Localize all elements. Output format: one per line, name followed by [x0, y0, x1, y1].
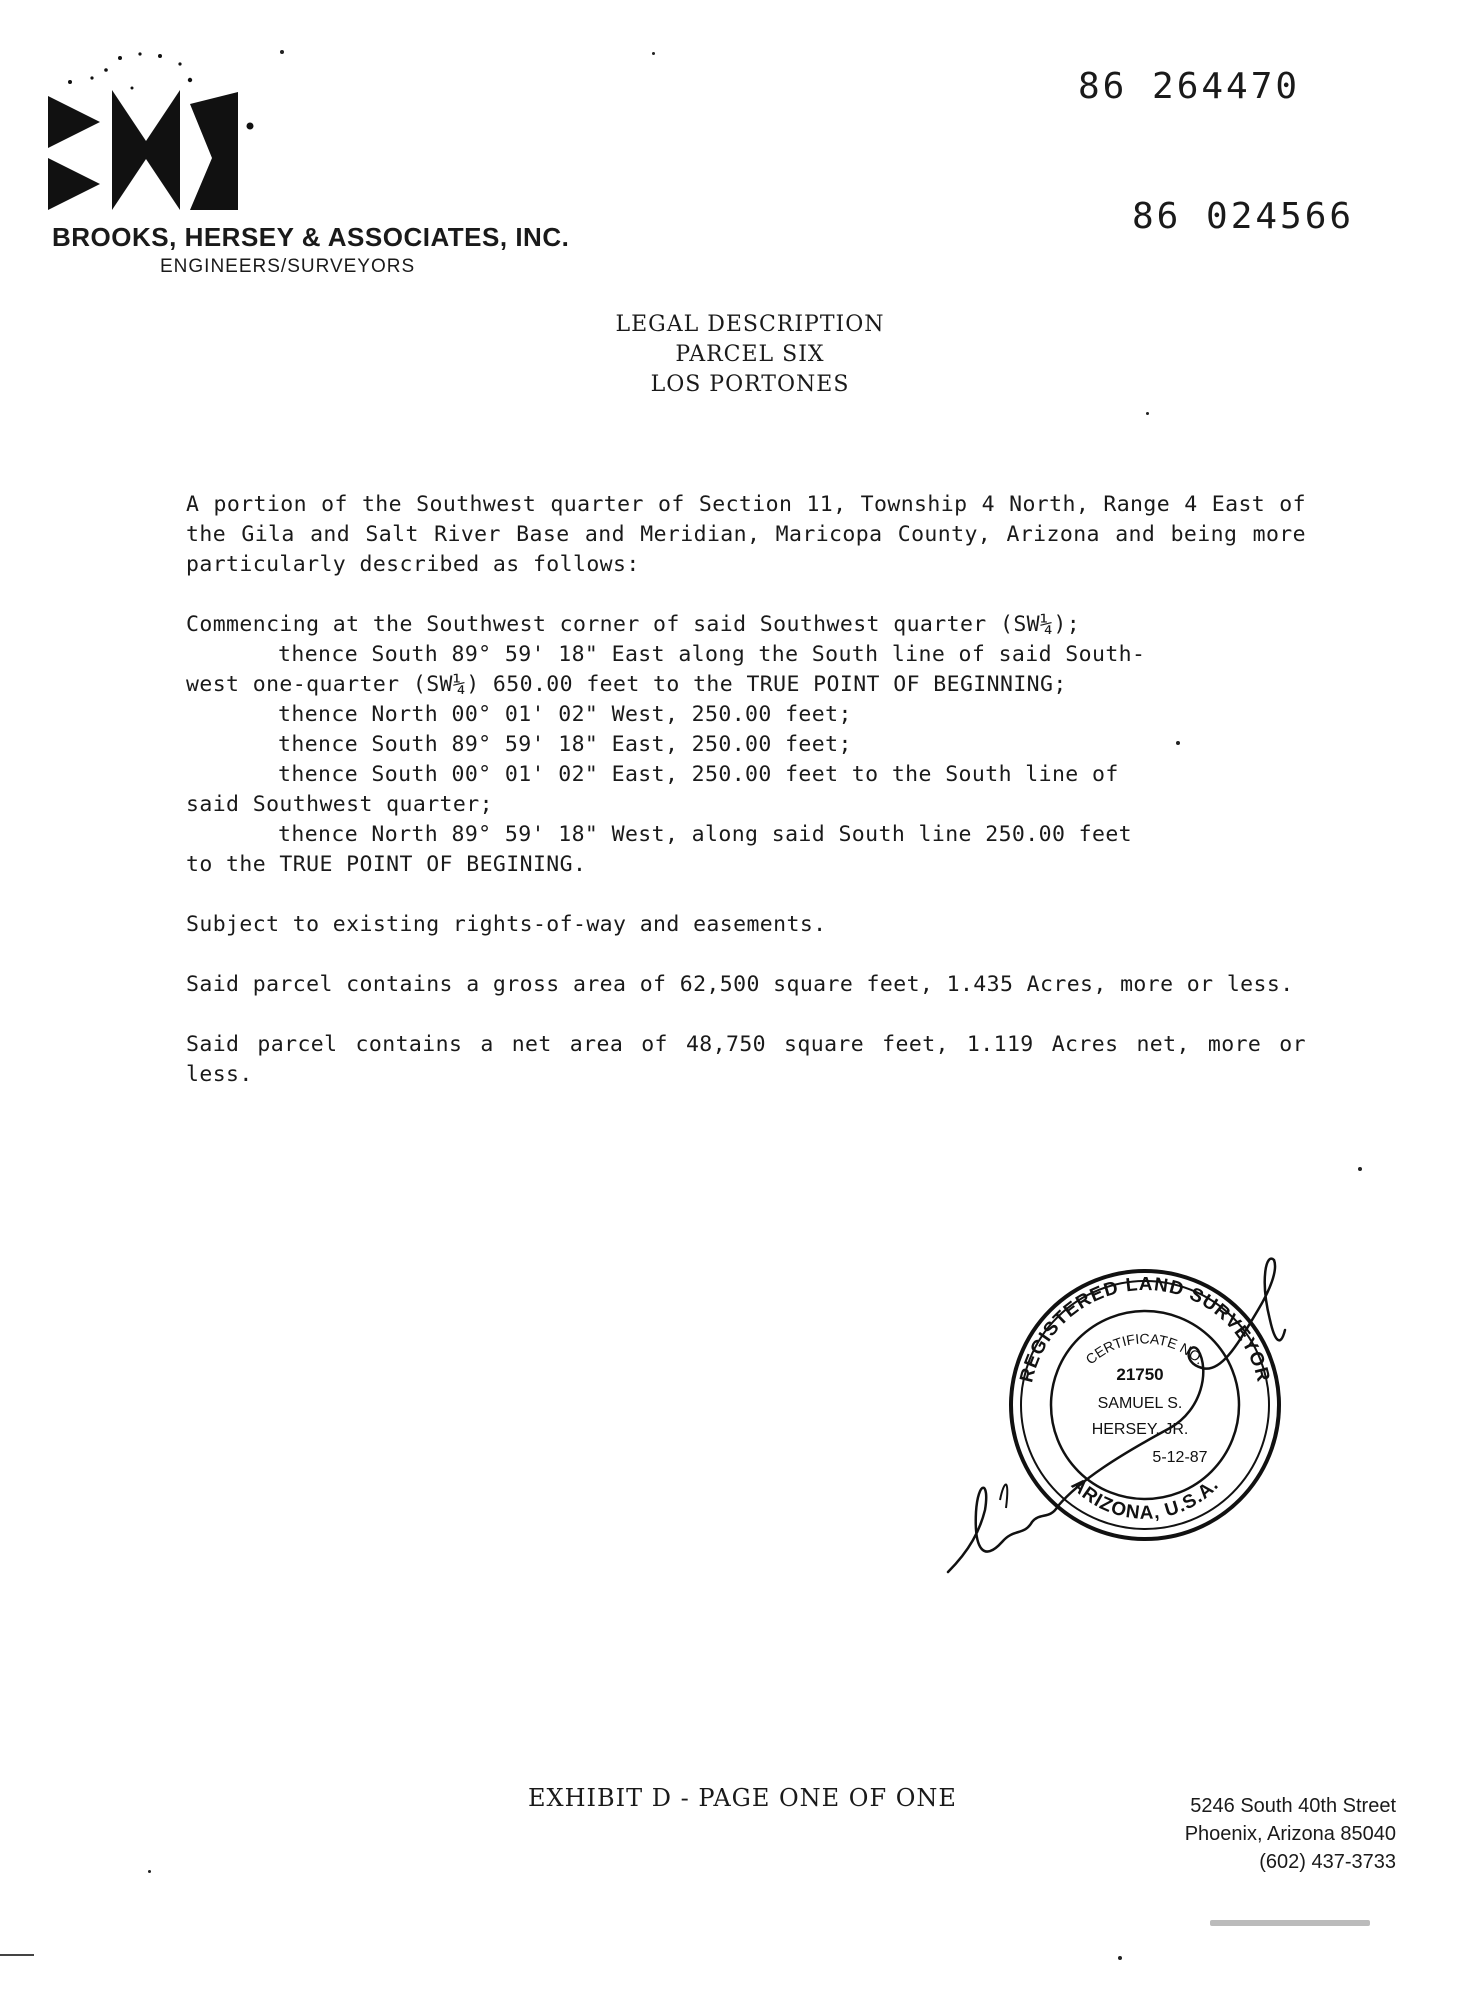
course-line: thence South 89° 59' 18" East along the South line of said South- — [278, 642, 1146, 667]
seal-number: 21750 — [1116, 1365, 1164, 1384]
course-line: thence South 89° 59' 18" East, 250.00 feet; — [278, 732, 852, 757]
seal-outer-top-text: REGISTERED LAND SURVEYOR — [1016, 1273, 1274, 1385]
course-line: thence North 89° 59' 18" West, along said South line 250.00 feet — [278, 822, 1133, 847]
address-line-1: 5246 South 40th Street — [1190, 1795, 1396, 1817]
company-name: BROOKS, HERSEY & ASSOCIATES, INC. — [52, 222, 570, 252]
seal-name-line-1: SAMUEL S. — [1097, 1395, 1183, 1412]
course-line: Commencing at the Southwest corner of said Southwest quarter (SW¼); — [186, 612, 1081, 637]
scan-speck — [148, 1870, 151, 1873]
paragraph-easements: Subject to existing rights-of-way and easements. — [186, 912, 827, 937]
address-line-2: Phoenix, Arizona 85040 — [1184, 1823, 1396, 1845]
title-line-1: LEGAL DESCRIPTION — [615, 312, 885, 337]
company-subtitle: ENGINEERS/SURVEYORS — [160, 256, 416, 277]
paragraph-intro: A portion of the Southwest quarter of Section 11, Township 4 North, Range 4 East of the Gila and Salt River Base and Meridian, Maricopa County, Arizona and being more particularly described as follows: — [186, 492, 1306, 577]
company-logo — [40, 48, 260, 218]
seal-name-line-2: HERSEY, JR. — [1091, 1421, 1189, 1438]
scan-speck — [1358, 1167, 1362, 1171]
scan-speck — [0, 1954, 34, 1956]
document-number-2: 86 024566 — [1132, 196, 1355, 237]
document-title — [0, 310, 1472, 400]
seal-date: 5-12-87 — [1152, 1449, 1208, 1466]
course-line: to the TRUE POINT OF BEGINING. — [186, 852, 587, 877]
exhibit-label: EXHIBIT D - PAGE ONE OF ONE — [528, 1784, 957, 1812]
scan-speck — [1176, 741, 1180, 745]
scan-speck — [1210, 1920, 1370, 1926]
course-line: thence North 00° 01' 02" West, 250.00 feet; — [278, 702, 852, 727]
scan-speck — [652, 52, 655, 55]
title-line-3: LOS PORTONES — [650, 372, 850, 397]
surveyor-seal — [940, 1250, 1380, 1610]
seal-outer-bottom-text: ARIZONA, U.S.A. — [1066, 1474, 1224, 1524]
paragraph-gross-area: Said parcel contains a gross area of 62,500 square feet, 1.435 Acres, more or less. — [186, 972, 1294, 997]
scan-speck — [280, 50, 284, 54]
course-line: thence South 00° 01' 02" East, 250.00 feet to the South line of — [278, 762, 1119, 787]
phone-number: (602) 437-3733 — [1259, 1851, 1396, 1873]
course-line: said Southwest quarter; — [186, 792, 493, 817]
company-address — [1040, 1792, 1396, 1876]
paragraph-metes-bounds — [186, 610, 1306, 880]
seal-inner-top-text: CERTIFICATE NO. — [1082, 1330, 1208, 1368]
scan-speck — [1118, 1956, 1122, 1960]
title-line-2: PARCEL SIX — [675, 342, 825, 367]
paragraph-net-area: Said parcel contains a net area of 48,750 square feet, 1.119 Acres net, more or less. — [186, 1032, 1306, 1087]
document-number-1: 86 264470 — [1078, 66, 1301, 107]
legal-description-body — [186, 490, 1306, 1120]
scan-speck — [1146, 412, 1149, 415]
course-line: west one-quarter (SW¼) 650.00 feet to the TRUE POINT OF BEGINNING; — [186, 672, 1067, 697]
